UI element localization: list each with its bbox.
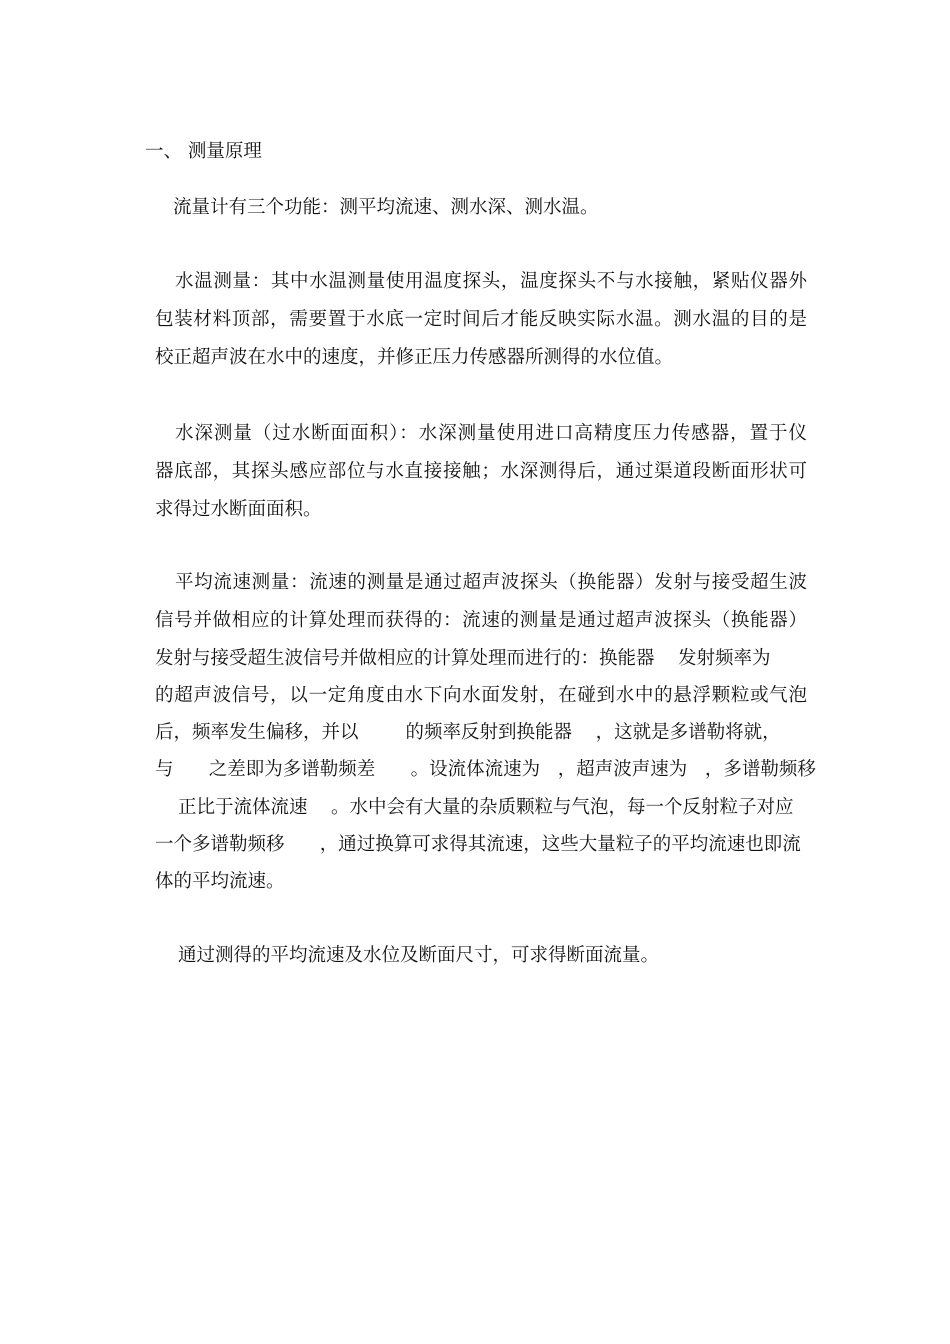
conclusion-paragraph: 通过测得的平均流速及水位及断面尺寸，可求得断面流量。 — [178, 945, 660, 966]
paragraph-line: 一个多谱勒频移 ，通过换算可求得其流速，这些大量粒子的平均流速也即流 — [155, 834, 801, 855]
intro-paragraph: 流量计有三个功能：测平均流速、测水深、测水温。 — [173, 197, 599, 218]
paragraph-line: 器底部，其探头感应部位与水直接接触；水深测得后，通过渠道段断面形状可 — [155, 461, 807, 482]
paragraph-line: 包装材料顶部，需要置于水底一定时间后才能反映实际水温。测水温的目的是 — [155, 309, 807, 330]
paragraph-line: 水温测量：其中水温测量使用温度探头，温度探头不与水接触，紧贴仪器外 — [175, 271, 807, 292]
paragraph-line: 的超声波信号，以一定角度由水下向水面发射，在碰到水中的悬浮颗粒或气泡 — [155, 685, 807, 706]
paragraph-line: 正比于流体流速 。水中会有大量的杂质颗粒与气泡，每一个反射粒子对应 — [178, 797, 794, 818]
paragraph-line: 校正超声波在水中的速度，并修正压力传感器所测得的水位值。 — [155, 347, 674, 368]
paragraph-line: 平均流速测量：流速的测量是通过超声波探头（换能器）发射与接受超生波 — [175, 572, 807, 593]
paragraph-line: 与 之差即为多谱勒频差 。设流体流速为 ，超声波声速为 ，多谱勒频移 — [155, 759, 816, 780]
paragraph-line: 后，频率发生偏移，并以 的频率反射到换能器 ，这就是多谱勒将就， — [155, 722, 781, 743]
paragraph-line: 信号并做相应的计算处理而获得的：流速的测量是通过超声波探头（换能器） — [155, 610, 807, 631]
paragraph-line: 求得过水断面面积。 — [155, 499, 322, 520]
section-heading: 一、 测量原理 — [145, 141, 262, 162]
paragraph-line: 体的平均流速。 — [155, 871, 285, 892]
paragraph-line: 水深测量（过水断面面积）：水深测量使用进口高精度压力传感器，置于仪 — [175, 423, 807, 444]
paragraph-line: 发射与接受超生波信号并做相应的计算处理而进行的：换能器 发射频率为 — [155, 648, 771, 669]
